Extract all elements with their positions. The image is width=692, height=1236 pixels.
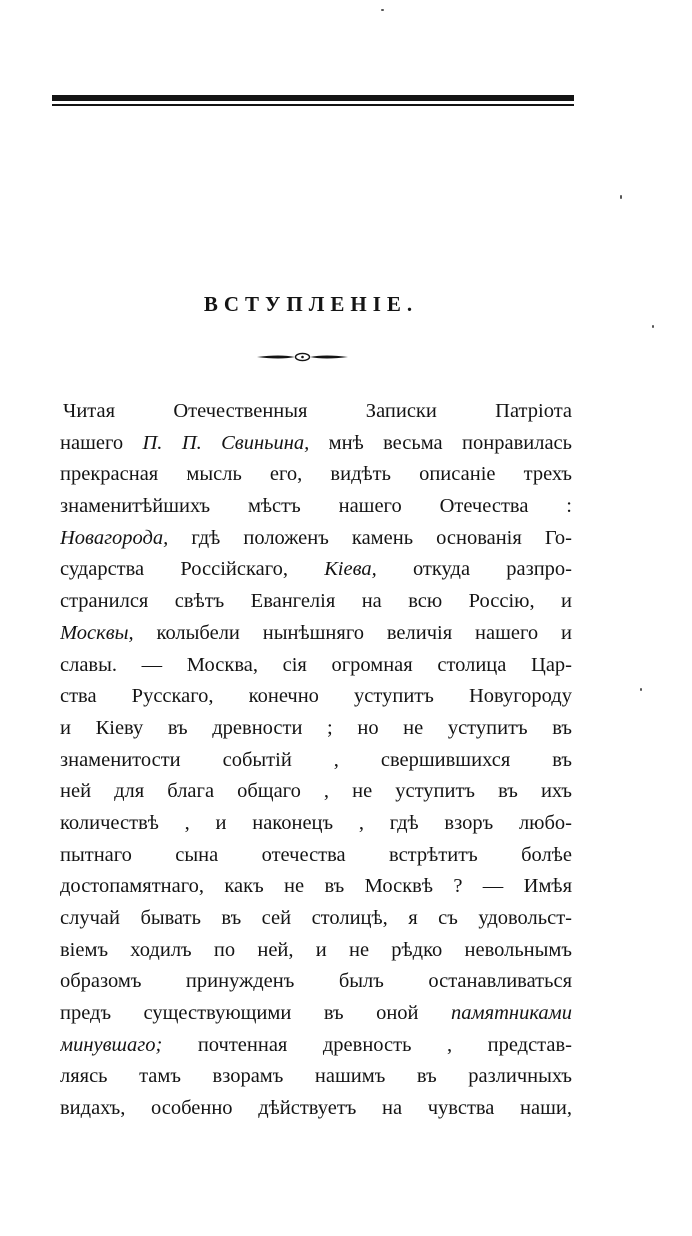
text-line [60, 713, 572, 745]
text-segment: Читая Отечественныя Записки Патріота [63, 400, 572, 422]
text-segment: откуда разпро- [376, 558, 572, 581]
text-segment: нашего [60, 431, 143, 454]
text-segment: ней для блага общаго , не уступитъ въ ихъ [60, 780, 572, 803]
text-segment: ства Русскаго, конечно уступитъ Новугороду [60, 685, 572, 708]
text-line [60, 935, 572, 967]
page-speck [620, 195, 622, 199]
text-line [60, 1061, 572, 1093]
header-rule-thin [52, 104, 574, 106]
page-speck [652, 325, 654, 328]
italic-text: Новагорода, [60, 526, 169, 549]
italic-text: памятниками [451, 1002, 572, 1025]
italic-text: минувшаго; [60, 1033, 163, 1056]
text-line [60, 745, 572, 777]
text-line [60, 776, 572, 808]
text-segment: пытнаго сына отечества встрѣтитъ болѣе [60, 843, 572, 866]
text-line [60, 1030, 572, 1062]
body-text [60, 396, 572, 1125]
text-line [60, 586, 572, 618]
text-line [60, 871, 572, 903]
text-line [60, 903, 572, 935]
text-segment: гдѣ положенъ камень основанія Го- [168, 526, 572, 549]
text-segment: ляясь тамъ взорамъ нашимъ въ различныхъ [60, 1065, 572, 1088]
text-segment: достопамятнаго, какъ не въ Москвѣ ? — Имѣя [60, 875, 572, 898]
page-speck [381, 9, 384, 11]
italic-text: Москвы, [60, 621, 134, 644]
text-segment: странился свѣтъ Евангелія на всю Россію, и [60, 590, 572, 613]
chapter-title: ВСТУПЛЕНІЕ. [203, 292, 419, 316]
text-line [60, 650, 572, 682]
text-line [60, 840, 572, 872]
title-ornament [255, 350, 350, 364]
text-segment: прекрасная мысль его, видѣть описаніе трехъ [60, 463, 572, 486]
text-segment: образомъ принужденъ былъ останавливаться [60, 970, 572, 993]
text-segment: мнѣ весьма понравилась [309, 431, 572, 454]
text-line [60, 554, 572, 586]
header-double-rule [52, 95, 574, 107]
text-segment: количествѣ , и наконецъ , гдѣ взоръ любо- [60, 811, 572, 834]
text-line [60, 459, 572, 491]
text-segment: случай бывать въ сей столицѣ, я съ удовольст- [60, 907, 572, 929]
text-line [60, 523, 572, 555]
text-line [60, 1093, 572, 1125]
page-speck [640, 688, 642, 691]
text-line [60, 998, 572, 1030]
text-line [60, 966, 572, 998]
header-rule-thick [52, 95, 574, 101]
text-line [60, 618, 572, 650]
text-segment: предъ существующими въ оной [60, 1002, 451, 1025]
text-line [60, 491, 572, 523]
italic-text: Кіева, [324, 558, 377, 581]
text-line [60, 808, 572, 840]
text-line [60, 428, 572, 460]
text-segment: знаменитости событій , свершившихся въ [60, 748, 572, 771]
text-line [60, 396, 572, 428]
text-line [60, 681, 572, 713]
text-segment: и Кіеву въ древности ; но не уступитъ въ [60, 716, 572, 739]
text-segment: віемъ ходилъ по ней, и не рѣдко невольнымъ [60, 938, 572, 961]
text-segment: колыбели нынѣшняго величія нашего и [133, 621, 572, 644]
text-segment: славы. — Москва, сія огромная столица Цар- [60, 653, 572, 676]
text-segment: знаменитѣйшихъ мѣстъ нашего Отечества : [60, 495, 572, 518]
text-segment: сударства Россійскаго, [60, 558, 325, 581]
text-segment: видахъ, особенно дѣйствуетъ на чувства наши, [60, 1097, 572, 1120]
italic-text: П. П. Свиньина, [142, 431, 310, 454]
text-segment: почтенная древность , представ- [162, 1033, 572, 1056]
